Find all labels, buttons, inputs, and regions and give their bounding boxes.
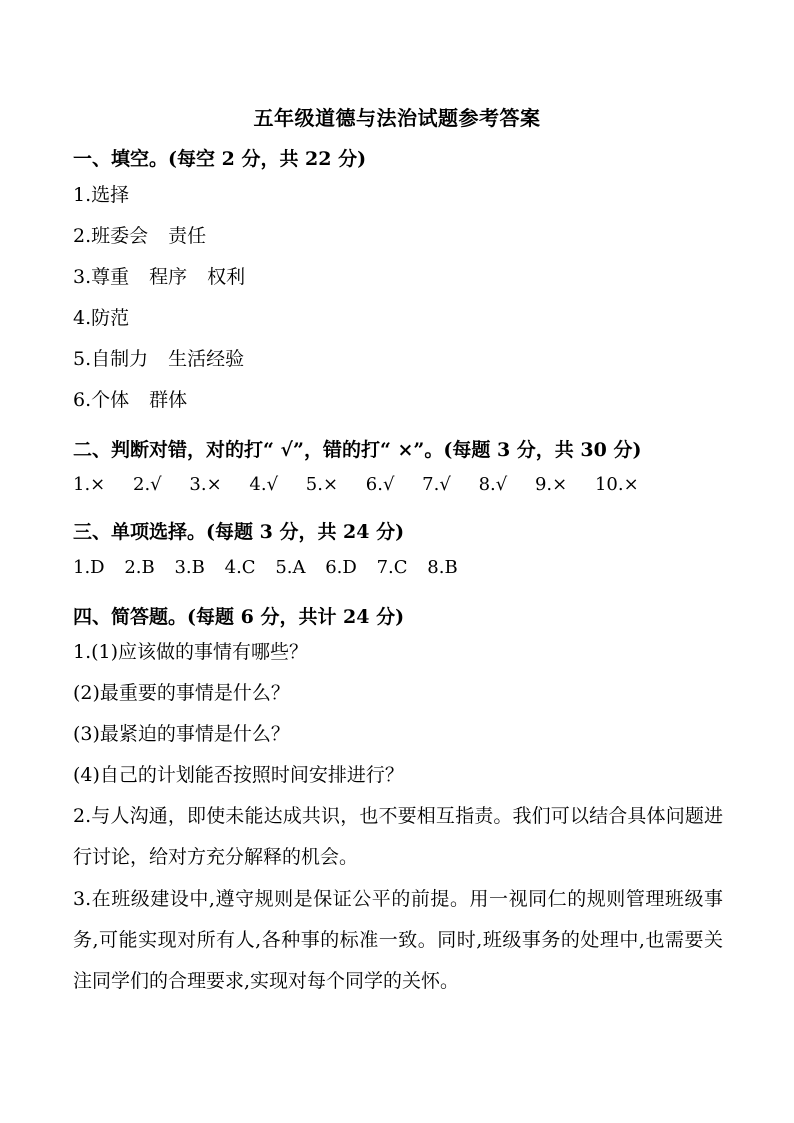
answer: 尊重 xyxy=(91,266,130,288)
tf-answer: 8.√ xyxy=(478,474,508,495)
answer: 责任 xyxy=(168,225,207,247)
tf-answer: 3.× xyxy=(189,474,222,495)
short-answer-1-line-3: (3)最紧迫的事情是什么？ xyxy=(73,723,290,745)
tf-answer: 6.√ xyxy=(365,474,395,495)
mc-answer: 1.D xyxy=(73,557,105,578)
mc-answer: 8.B xyxy=(427,557,458,578)
mc-answer: 3.B xyxy=(174,557,205,578)
tf-answer: 5.× xyxy=(305,474,339,495)
section2-heading: 二、判断对错，对的打“ √”，错的打“ ×”。(每题 3 分，共 30 分) xyxy=(73,439,642,461)
item-number: 1. xyxy=(73,184,92,206)
tf-answer: 9.× xyxy=(534,474,568,495)
answer: 程序 xyxy=(149,266,188,288)
answer: 个体 xyxy=(91,389,130,411)
answer: 防范 xyxy=(91,307,130,329)
short-answer-1-line-4: (4)自己的计划能否按照时间安排进行？ xyxy=(73,764,404,786)
item-number: 3. xyxy=(73,266,92,288)
answer: 班委会 xyxy=(91,225,149,247)
section4-heading: 四、简答题。(每题 6 分，共计 24 分) xyxy=(73,606,405,628)
short-answer-1-line-1: 1.(1)应该做的事情有哪些？ xyxy=(73,641,309,663)
fill-answer-2 xyxy=(73,221,733,251)
fill-answer-3 xyxy=(73,262,733,292)
section3-heading: 三、单项选择。(每题 3 分，共 24 分) xyxy=(73,521,405,543)
item-number: 4. xyxy=(73,307,92,329)
fill-answer-5 xyxy=(73,344,733,374)
tf-answer: 1.× xyxy=(73,474,106,495)
document-title: 五年级道德与法治试题参考答案 xyxy=(253,106,541,130)
short-answer-2: 2.与人沟通，即使未能达成共识，也不要相互指责。我们可以结合具体问题进行讨论，给对方充分解释的机会。 xyxy=(73,805,723,868)
mc-answer: 2.B xyxy=(124,557,155,578)
fill-answer-4 xyxy=(73,303,733,333)
tf-answer: 4.√ xyxy=(249,474,279,495)
item-number: 6. xyxy=(73,389,92,411)
section1-heading: 一、填空。(每空 2 分，共 22 分) xyxy=(73,148,367,170)
item-number: 2. xyxy=(73,225,92,247)
answer: 群体 xyxy=(149,389,188,411)
item-number: 5. xyxy=(73,348,92,370)
tf-answer: 7.√ xyxy=(422,474,451,495)
tf-answer: 2.√ xyxy=(133,474,162,495)
tf-answer: 10.× xyxy=(594,474,639,495)
answer: 自制力 xyxy=(91,348,149,370)
multiple-choice-answers xyxy=(73,553,733,583)
mc-answer: 4.C xyxy=(224,557,256,578)
answer: 权利 xyxy=(207,266,246,288)
fill-answer-1 xyxy=(73,180,733,210)
mc-answer: 5.A xyxy=(275,557,306,578)
fill-answer-6 xyxy=(73,385,733,415)
answer: 选择 xyxy=(91,184,130,206)
short-answer-3: 3.在班级建设中,遵守规则是保证公平的前提。用一视同仁的规则管理班级事务,可能实现对所有人,各种事的标准一致。同时,班级事务的处理中,也需要关注同学们的合理要求,实现对每个同学的关怀。 xyxy=(73,888,723,992)
short-answer-1-line-2: (2)最重要的事情是什么？ xyxy=(73,682,290,704)
true-false-answers xyxy=(73,470,733,500)
mc-answer: 6.D xyxy=(325,557,357,578)
answer: 生活经验 xyxy=(168,348,245,370)
mc-answer: 7.C xyxy=(376,557,408,578)
